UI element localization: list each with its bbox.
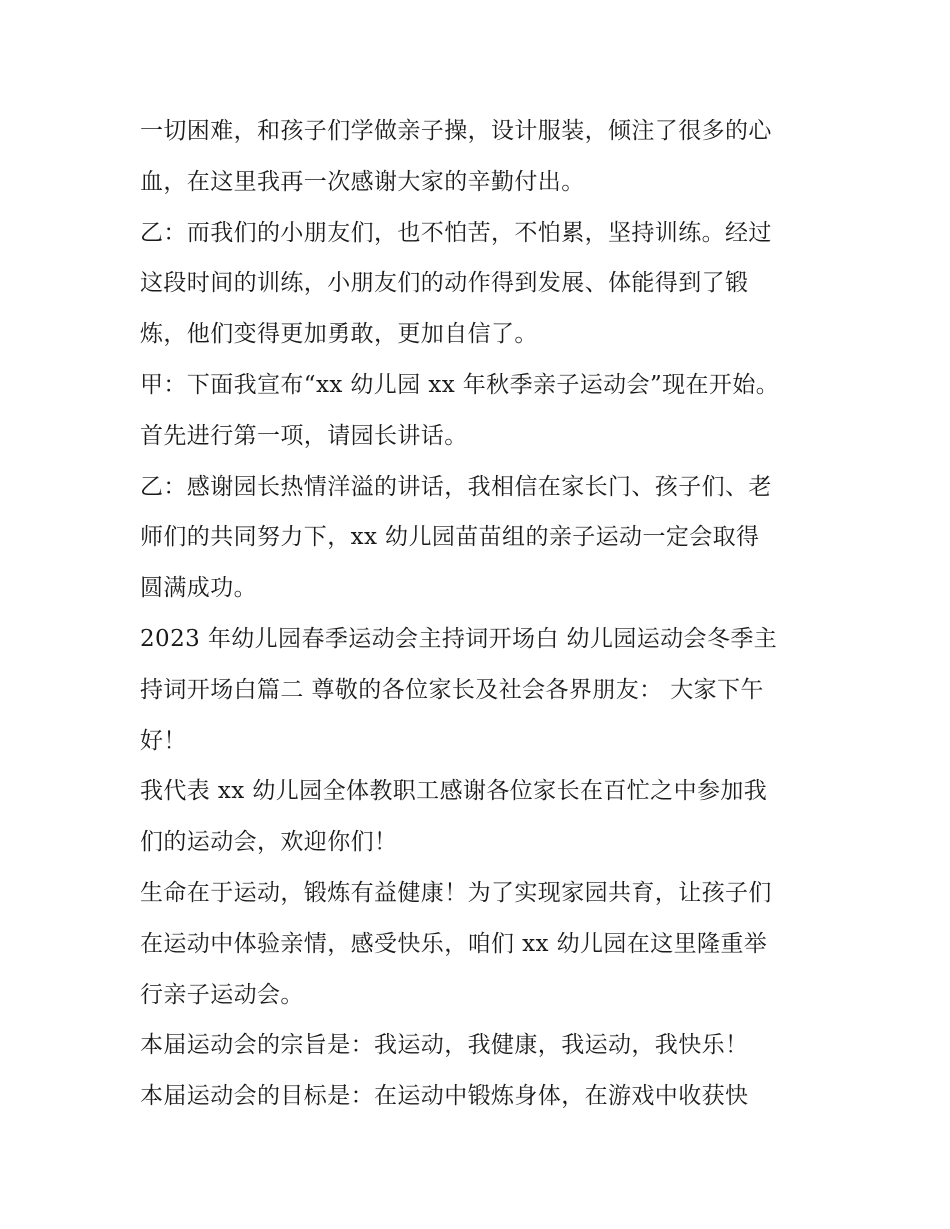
text-line: 生命在于运动，锻炼有益健康！为了实现家园共育，让孩子们 (140, 879, 772, 906)
text-line: 一切困难，和孩子们学做亲子操，设计服装，倾注了很多的心 (140, 118, 772, 144)
text-line: 持词开场白篇二 尊敬的各位家长及社会各界朋友： 大家下午 (140, 676, 764, 703)
text-line: 本届运动会的目标是：在运动中锻炼身体，在游戏中收获快 (140, 1083, 749, 1110)
text-line: 2023 年幼儿园春季运动会主持词开场白 幼儿园运动会冬季主 (140, 625, 778, 652)
text-line: 行亲子运动会。 (140, 981, 304, 1008)
text-line: 圆满成功。 (140, 575, 257, 602)
text-line: 首先进行第一项，请园长讲话。 (140, 422, 468, 449)
text-line: 我代表 xx 幼儿园全体教职工感谢各位家长在百忙之中参加我 (140, 778, 768, 805)
text-line: 在运动中体验亲情，感受快乐，咱们 xx 幼儿园在这里隆重举 (140, 930, 768, 957)
text-line: 这段时间的训练，小朋友们的动作得到发展、体能得到了锻 (140, 270, 749, 297)
text-line: 们的运动会，欢迎你们！ (140, 829, 398, 856)
text-line: 师们的共同努力下，xx 幼儿园苗苗组的亲子运动一定会取得 (140, 524, 760, 551)
text-line: 乙：感谢园长热情洋溢的讲话，我相信在家长门、孩子们、老 (140, 473, 772, 500)
text-line: 好！ (140, 727, 187, 754)
text-line: 本届运动会的宗旨是：我运动，我健康，我运动，我快乐！ (140, 1032, 749, 1059)
text-line: 乙：而我们的小朋友们，也不怕苦，不怕累，坚持训练。经过 (140, 219, 772, 246)
text-line: 甲：下面我宣布“xx 幼儿园 xx 年秋季亲子运动会”现在开始。 (140, 371, 780, 398)
text-line: 血，在这里我再一次感谢大家的辛勤付出。 (140, 168, 585, 195)
text-line: 炼，他们变得更加勇敢，更加自信了。 (140, 321, 538, 348)
document-body (140, 106, 820, 1122)
